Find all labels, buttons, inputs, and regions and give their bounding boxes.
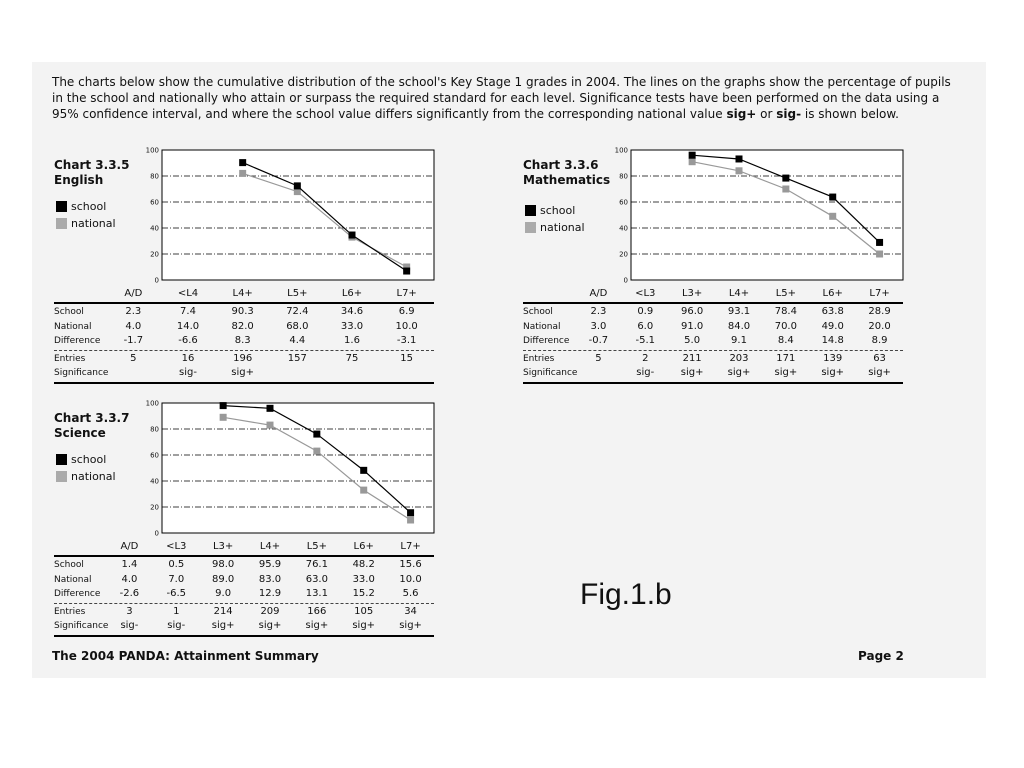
table-cell: sig- (636, 367, 655, 378)
legend-national (56, 468, 116, 485)
table-dashed-rule (54, 350, 434, 351)
chart-block-science (54, 401, 434, 637)
table-cell: 3 (126, 606, 133, 617)
intro-paragraph (52, 74, 952, 122)
table-cell: 75 (345, 353, 359, 364)
school-point (403, 268, 410, 275)
sig-plus-term: sig+ (726, 107, 757, 121)
national-point (407, 517, 414, 524)
legend-school (56, 451, 116, 468)
legend-national-label: national (71, 470, 116, 483)
chart-block-english (54, 148, 434, 384)
national-point (267, 422, 274, 429)
table-cell: 214 (213, 606, 233, 617)
table-column-header: L7+ (400, 541, 421, 552)
table-cell: sig+ (680, 367, 704, 378)
table-column-header: A/D (124, 288, 143, 299)
table-cell: 98.0 (211, 559, 235, 570)
table-cell: 93.1 (727, 306, 751, 317)
table-rule (54, 555, 434, 557)
table-row-label: Entries (523, 354, 555, 364)
chart-title (523, 158, 610, 188)
table-cell: sig+ (258, 620, 282, 631)
legend-school (525, 202, 585, 219)
table-cell: 63.0 (305, 574, 328, 585)
table-cell: 4.0 (121, 574, 138, 585)
school-point (689, 152, 696, 159)
y-tick-label: 20 (619, 250, 628, 259)
table-cell: 12.9 (258, 588, 282, 599)
table-cell: 84.0 (727, 321, 751, 332)
school-point (782, 175, 789, 182)
table-row-label: School (523, 307, 553, 317)
table-cell: 8.9 (871, 335, 888, 346)
footer-title: The 2004 PANDA: Attainment Summary (52, 649, 319, 663)
table-column-header: L5+ (287, 288, 308, 299)
y-tick-label: 20 (150, 250, 159, 259)
legend-national-label: national (71, 217, 116, 230)
table-cell: -6.5 (166, 588, 187, 599)
national-point (782, 186, 789, 193)
table-row-label: School (54, 560, 84, 570)
school-point (349, 232, 356, 239)
table-cell: 5 (595, 353, 602, 364)
table-cell: 48.2 (352, 559, 375, 570)
table-cell: sig+ (305, 620, 329, 631)
data-table-science (54, 541, 434, 637)
table-column-header: <L3 (166, 541, 187, 552)
table-column-header: L7+ (869, 288, 890, 299)
table-row-label: Entries (54, 354, 86, 364)
national-point (220, 414, 227, 421)
school-point (294, 182, 301, 189)
national-point (736, 167, 743, 174)
national-point (876, 251, 883, 258)
table-cell: 4.0 (125, 321, 142, 332)
school-point (220, 402, 227, 409)
school-point (876, 239, 883, 246)
chart-number: Chart 3.3.6 (523, 158, 599, 172)
legend-national (56, 215, 116, 232)
table-dashed-rule (523, 350, 903, 351)
plot-frame (162, 403, 434, 533)
school-point (267, 405, 274, 412)
table-cell: 166 (307, 606, 327, 617)
plot-frame (162, 150, 434, 280)
table-row-label: Significance (54, 368, 109, 378)
table-cell: 105 (354, 606, 374, 617)
table-cell: 5.6 (402, 588, 419, 599)
national-swatch (525, 222, 536, 233)
y-tick-label: 100 (145, 146, 159, 155)
table-cell: 5.0 (684, 335, 701, 346)
table-rule (54, 302, 434, 304)
legend (56, 198, 116, 232)
table-cell: sig+ (231, 367, 255, 378)
chart-number: Chart 3.3.7 (54, 411, 130, 425)
national-point (239, 170, 246, 177)
table-cell: 10.0 (399, 574, 422, 585)
table-cell: 16 (181, 353, 195, 364)
table-column-header: A/D (589, 288, 608, 299)
y-tick-label: 40 (150, 224, 159, 233)
sig-minus-term: sig- (776, 107, 802, 121)
table-cell: sig+ (821, 367, 845, 378)
table-cell: 157 (287, 353, 307, 364)
table-cell: 3.0 (590, 321, 607, 332)
table-cell: 91.0 (680, 321, 704, 332)
table-cell: 96.0 (680, 306, 704, 317)
table-cell: 63 (873, 353, 886, 364)
table-cell: 33.0 (352, 574, 375, 585)
table-rule (523, 382, 903, 384)
table-column-header: L4+ (259, 541, 281, 552)
table-cell: sig- (179, 367, 197, 378)
table-cell: sig+ (352, 620, 376, 631)
intro-text: The charts below show the cumulative distribution of the school's Key Stage 1 grades in 2004. The lines on the graphs show the percentage of pupils in the school and nationally who attain or surpass the required standard for each level. Significance tests have been performed on the data using a 95% confidence interval, and where the school value differs significantly from the corresponding national value (52, 75, 951, 121)
table-column-header: L7+ (396, 288, 417, 299)
y-tick-label: 0 (623, 276, 628, 285)
line-chart-english (144, 148, 434, 288)
table-cell: -6.6 (178, 335, 198, 346)
footer-page-number: Page 2 (858, 649, 904, 663)
table-cell: sig+ (774, 367, 798, 378)
legend-national-label: national (540, 221, 585, 234)
table-cell: 15 (400, 353, 414, 364)
table-cell: 82.0 (231, 321, 254, 332)
table-row-label: Significance (54, 621, 109, 631)
table-cell: 89.0 (211, 574, 235, 585)
y-tick-label: 100 (614, 146, 628, 155)
school-point (829, 194, 836, 201)
table-cell: -1.7 (123, 335, 144, 346)
intro-text-end: is shown below. (801, 107, 899, 121)
national-point (313, 448, 320, 455)
table-cell: 34.6 (340, 306, 364, 317)
legend-school-label: school (540, 204, 576, 217)
figure-label: Fig.1.b (580, 578, 672, 611)
y-tick-label: 60 (150, 198, 159, 207)
plot-frame (631, 150, 903, 280)
table-rule (54, 635, 434, 637)
table-rule (523, 302, 903, 304)
table-cell: 4.4 (289, 335, 306, 346)
table-cell: 10.0 (395, 321, 418, 332)
y-tick-label: 60 (150, 451, 159, 460)
school-swatch (56, 454, 67, 465)
table-cell: -5.1 (635, 335, 656, 346)
table-cell: 28.9 (868, 306, 891, 317)
y-tick-label: 0 (154, 529, 159, 538)
y-tick-label: 40 (619, 224, 628, 233)
table-column-header: L6+ (341, 288, 363, 299)
legend-school (56, 198, 116, 215)
table-cell: 78.4 (774, 306, 797, 317)
legend-school-label: school (71, 200, 107, 213)
national-point (689, 158, 696, 165)
y-tick-label: 0 (154, 276, 159, 285)
table-row-label: Difference (54, 589, 101, 599)
table-row-label: Difference (523, 336, 570, 346)
table-cell: 9.1 (731, 335, 747, 346)
table-cell: sig+ (868, 367, 891, 378)
legend (525, 202, 585, 236)
national-point (360, 487, 367, 494)
table-row-label: National (54, 322, 92, 332)
national-point (829, 213, 836, 220)
chart-subject: English (54, 173, 104, 187)
table-cell: 196 (233, 353, 253, 364)
data-table-mathematics (523, 288, 903, 384)
table-cell: 2.3 (590, 306, 607, 317)
table-cell: 1.6 (344, 335, 360, 346)
table-cell: 20.0 (868, 321, 891, 332)
table-cell: -0.7 (588, 335, 609, 346)
y-tick-label: 80 (619, 172, 628, 181)
table-cell: 9.0 (215, 588, 232, 599)
legend (56, 451, 116, 485)
table-cell: sig+ (211, 620, 235, 631)
table-cell: -3.1 (396, 335, 417, 346)
table-cell: 2 (642, 353, 649, 364)
table-row-label: School (54, 307, 84, 317)
table-cell: sig- (167, 620, 186, 631)
y-tick-label: 60 (619, 198, 628, 207)
table-column-header: L6+ (353, 541, 374, 552)
table-row-label: National (54, 575, 92, 585)
table-cell: 209 (260, 606, 280, 617)
table-cell: 6.9 (398, 306, 415, 317)
chart-subject: Mathematics (523, 173, 611, 187)
table-cell: 1.4 (121, 559, 138, 570)
chart-block-mathematics (523, 148, 903, 384)
table-cell: 2.3 (125, 306, 142, 317)
table-cell: 7.4 (180, 306, 196, 317)
national-swatch (56, 218, 67, 229)
table-cell: 6.0 (637, 321, 654, 332)
chart-number: Chart 3.3.5 (54, 158, 130, 172)
intro-or: or (756, 107, 777, 121)
y-tick-label: 40 (150, 477, 159, 486)
table-row-label: Entries (54, 607, 86, 617)
table-cell: 70.0 (774, 321, 797, 332)
table-cell: 14.8 (821, 335, 844, 346)
table-cell: 76.1 (305, 559, 328, 570)
table-cell: -2.6 (119, 588, 140, 599)
table-cell: 0.9 (637, 306, 654, 317)
table-row-label: Significance (523, 368, 578, 378)
table-cell: 34 (404, 606, 417, 617)
table-column-header: L3+ (681, 288, 703, 299)
table-cell: 83.0 (258, 574, 282, 585)
table-cell: 8.3 (234, 335, 251, 346)
table-column-header: L6+ (822, 288, 843, 299)
table-column-header: L4+ (728, 288, 750, 299)
y-tick-label: 80 (150, 172, 159, 181)
y-tick-label: 80 (150, 425, 159, 434)
table-column-header: L3+ (212, 541, 234, 552)
table-cell: 68.0 (286, 321, 309, 332)
table-column-header: L4+ (232, 288, 253, 299)
table-cell: 15.6 (399, 559, 422, 570)
legend-national (525, 219, 585, 236)
table-cell: 90.3 (231, 306, 254, 317)
legend-school-label: school (71, 453, 107, 466)
table-cell: sig- (120, 620, 139, 631)
line-chart-mathematics (613, 148, 903, 288)
table-cell: 8.4 (777, 335, 794, 346)
table-cell: 0.5 (168, 559, 185, 570)
school-swatch (56, 201, 67, 212)
table-cell: 203 (729, 353, 749, 364)
school-point (360, 467, 367, 474)
table-cell: 15.2 (352, 588, 375, 599)
chart-subject: Science (54, 426, 106, 440)
table-row-label: National (523, 322, 561, 332)
y-tick-label: 20 (150, 503, 159, 512)
table-cell: sig+ (727, 367, 751, 378)
table-cell: 13.1 (305, 588, 328, 599)
table-cell: 33.0 (340, 321, 364, 332)
table-cell: 1 (173, 606, 180, 617)
table-cell: 171 (776, 353, 796, 364)
table-cell: sig+ (399, 620, 422, 631)
chart-title (54, 411, 129, 441)
line-chart-science (144, 401, 434, 541)
school-point (736, 155, 743, 162)
table-column-header: <L3 (635, 288, 656, 299)
table-column-header: A/D (120, 541, 139, 552)
table-row-label: Difference (54, 336, 101, 346)
table-cell: 139 (823, 353, 843, 364)
chart-title (54, 158, 129, 188)
school-swatch (525, 205, 536, 216)
y-tick-label: 100 (145, 399, 159, 408)
table-column-header: L5+ (306, 541, 327, 552)
table-cell: 95.9 (258, 559, 282, 570)
table-cell: 49.0 (821, 321, 844, 332)
table-cell: 72.4 (286, 306, 309, 317)
national-swatch (56, 471, 67, 482)
table-cell: 14.0 (176, 321, 200, 332)
table-column-header: L5+ (775, 288, 796, 299)
data-table-english (54, 288, 434, 384)
school-point (239, 159, 246, 166)
table-cell: 5 (130, 353, 137, 364)
school-point (313, 431, 320, 438)
table-cell: 63.8 (821, 306, 844, 317)
table-rule (54, 382, 434, 384)
table-dashed-rule (54, 603, 434, 604)
table-cell: 7.0 (168, 574, 185, 585)
table-cell: 211 (682, 353, 702, 364)
table-column-header: <L4 (177, 288, 199, 299)
school-point (407, 509, 414, 516)
